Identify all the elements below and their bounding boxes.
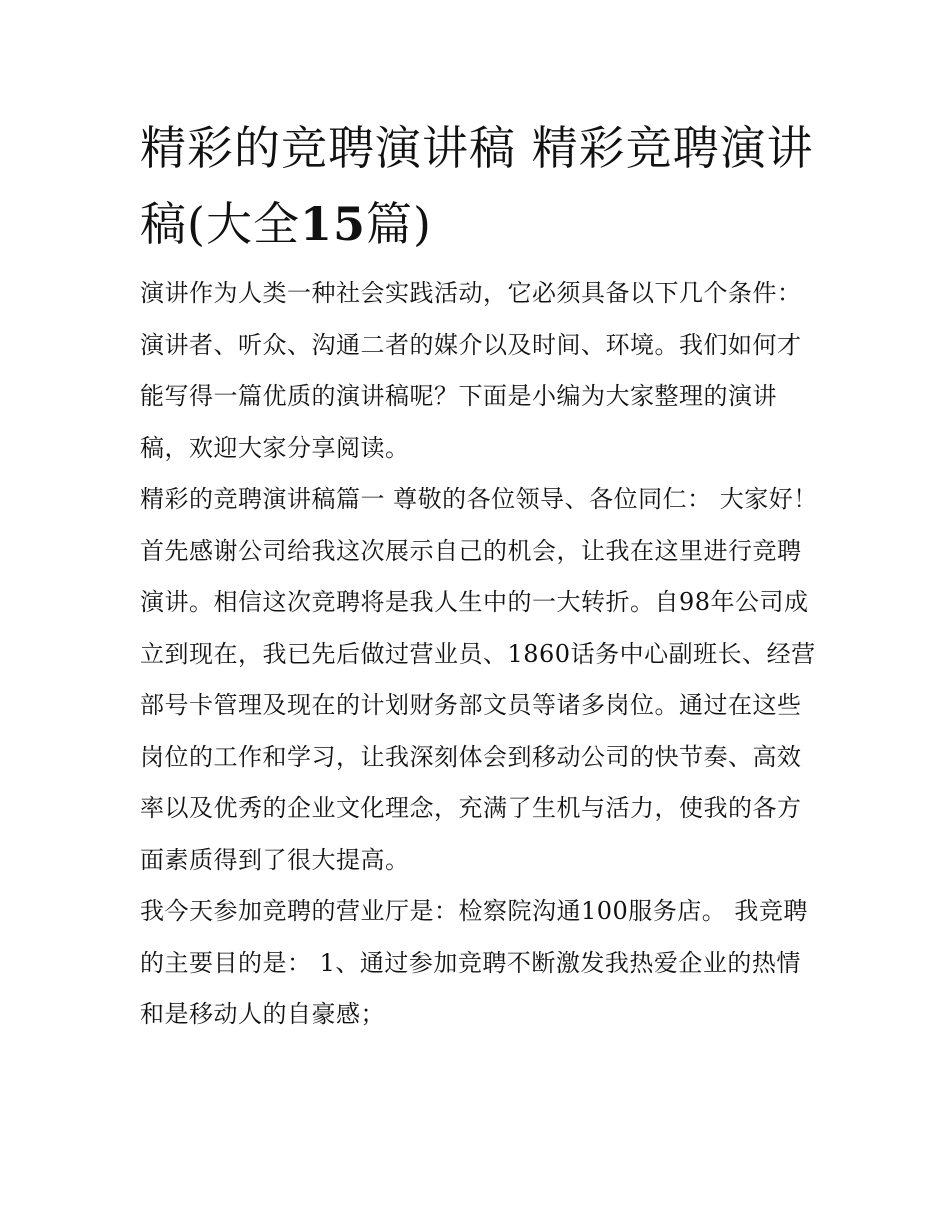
document-page — [140, 110, 820, 1041]
goal-paragraph: 我今天参加竞聘的营业厅是：检察院沟通100服务店。 我竞聘的主要目的是： 1、通过参加竞聘不断激发我热爱企业的热情和是移动人的自豪感； — [140, 897, 808, 1028]
body-paragraph: 首先感谢公司给我这次展示自己的机会，让我在这里进行竞聘演讲。相信这次竞聘将是我人生中的一大转折。自98年公司成立到现在，我已先后做过营业员、1860话务中心副班长、经营部号卡管理及现在的计划财务部文员等诸多岗位。通过在这些岗位的工作和学习，让我深刻体会到移动公司的快节奏、高效率以及优秀的企业文化理念，充满了生机与活力，使我的各方面素质得到了很大提高。 — [140, 536, 816, 874]
greeting-paragraph: 精彩的竞聘演讲稿篇一 尊敬的各位领导、各位同仁： 大家好！ — [140, 485, 818, 513]
document-title: 精彩的竞聘演讲稿 精彩竞聘演讲稿(大全15篇) — [140, 121, 814, 251]
intro-paragraph: 演讲作为人类一种社会实践活动，它必须具备以下几个条件：演讲者、听众、沟通二者的媒介以及时间、环境。我们如何才能写得一篇优质的演讲稿呢？下面是小编为大家整理的演讲稿，欢迎大家分享阅读。 — [140, 279, 802, 462]
